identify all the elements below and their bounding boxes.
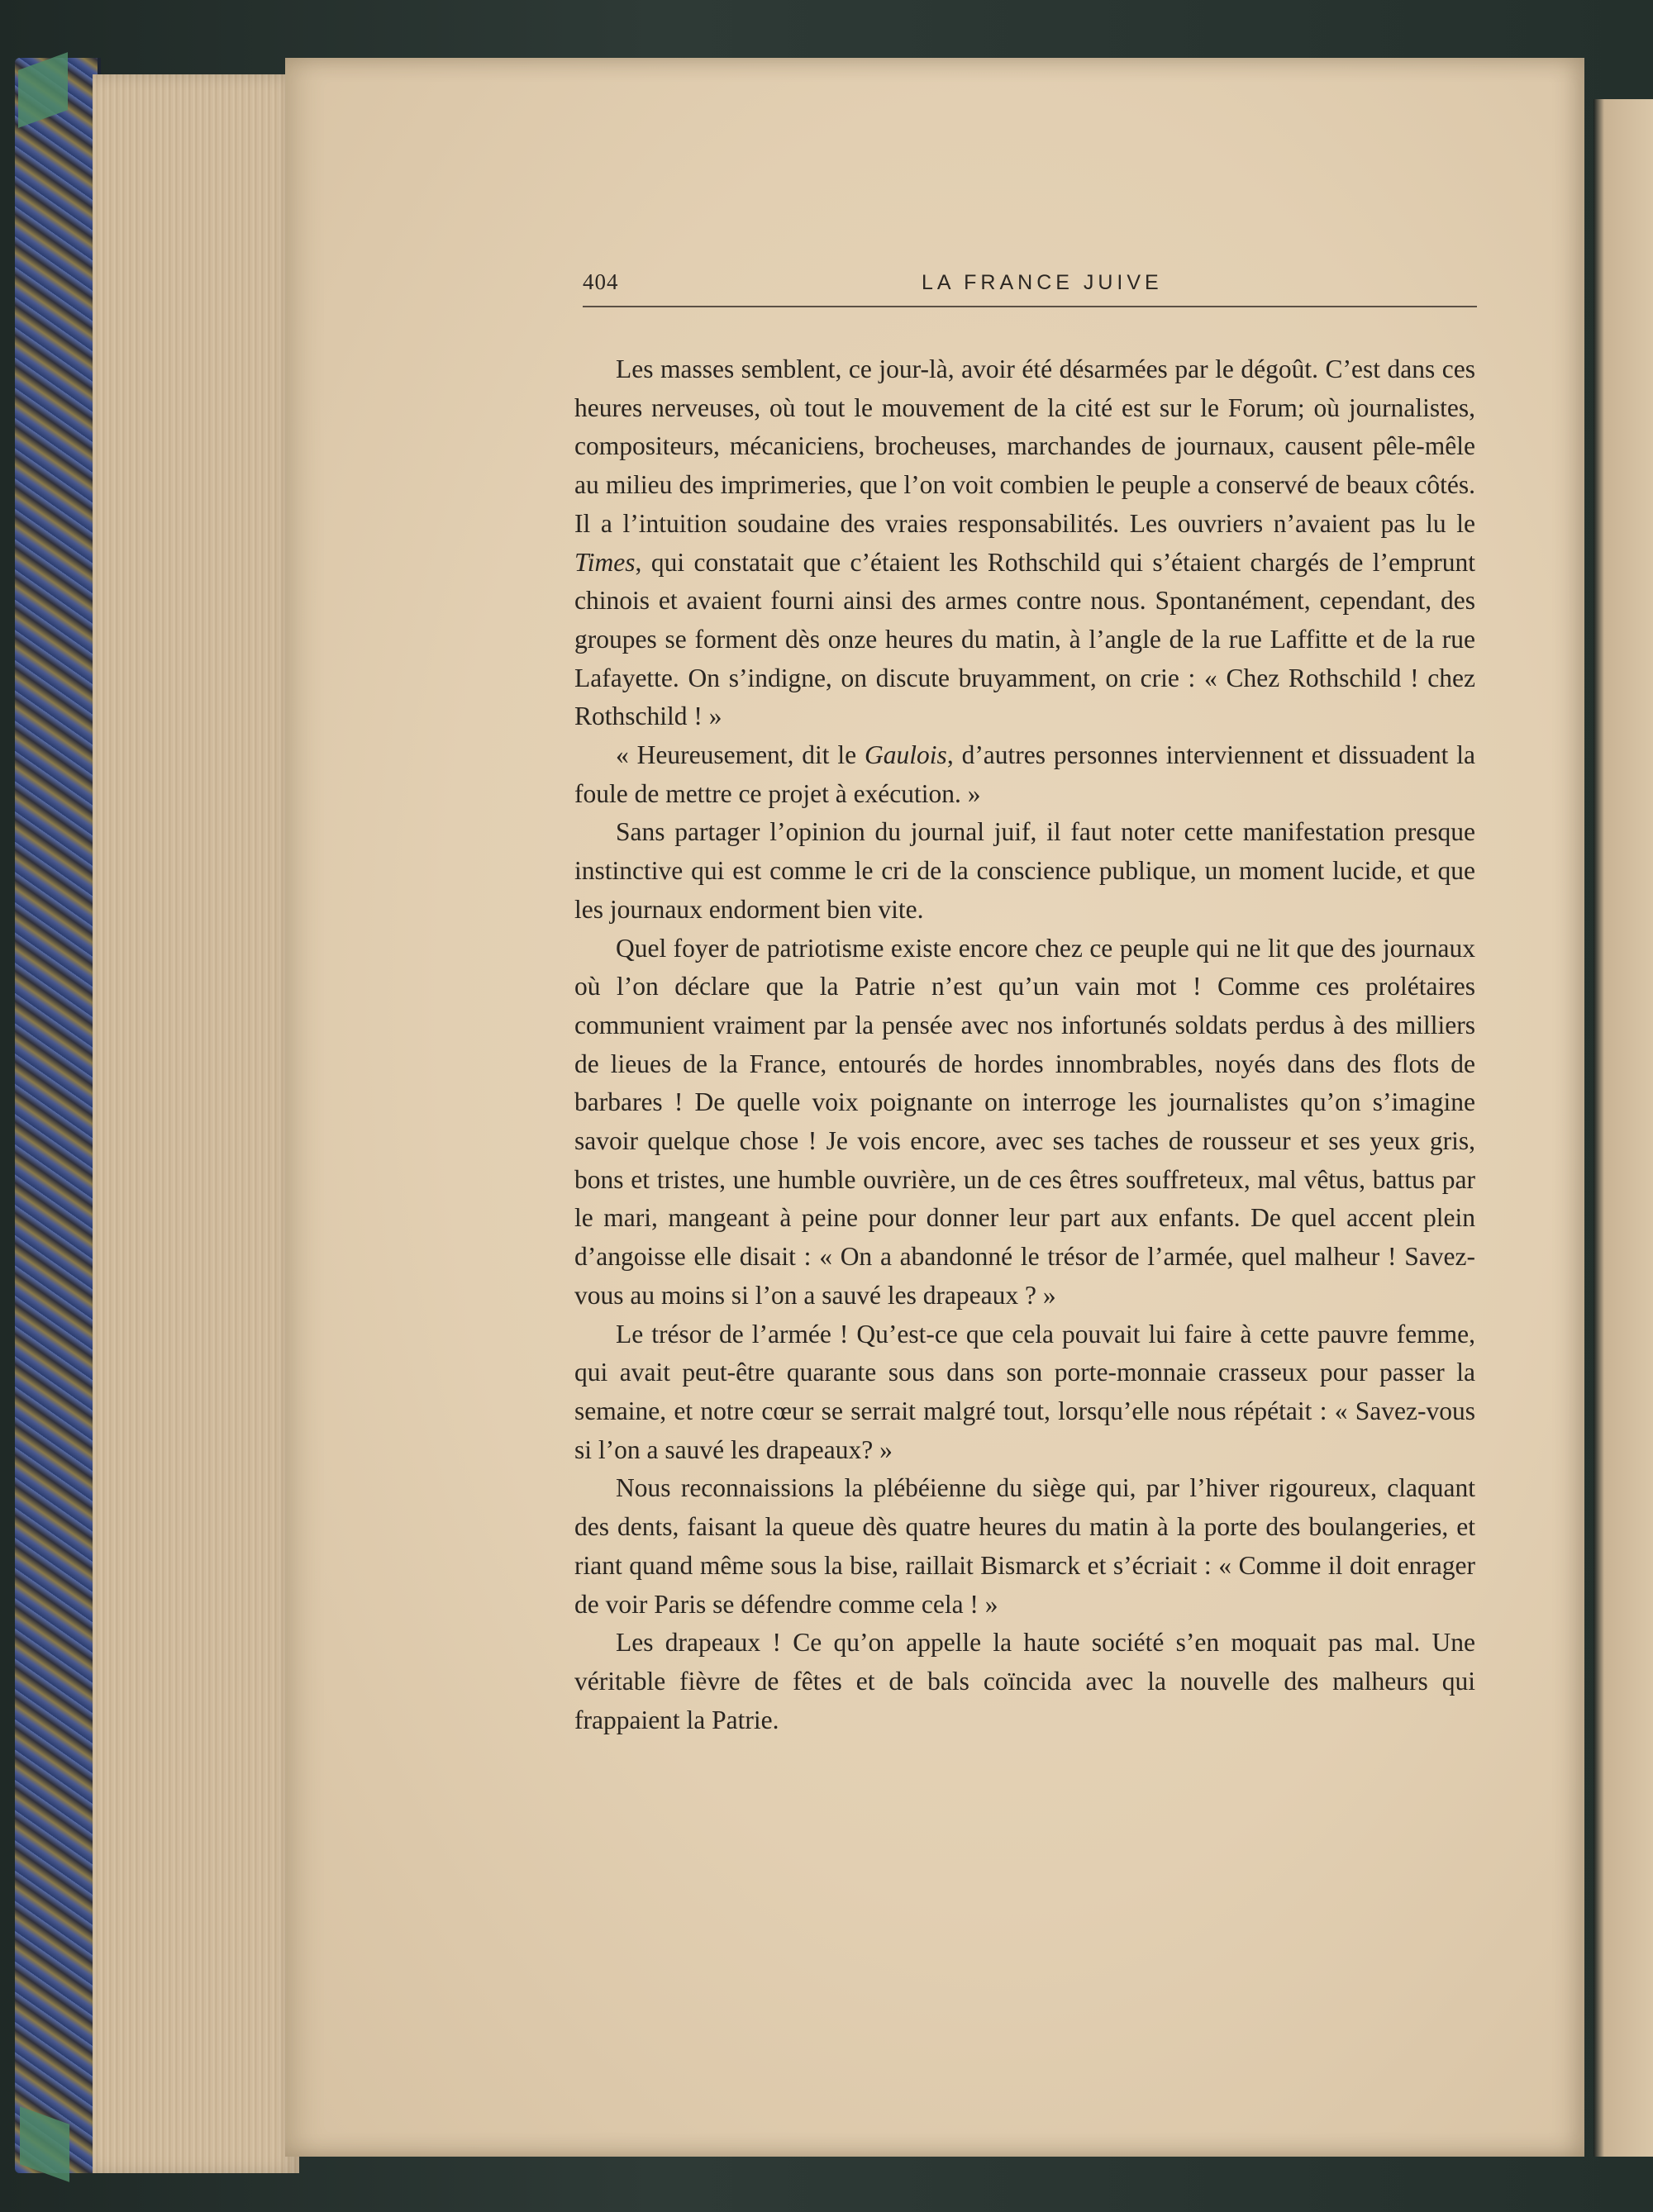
paragraph-text: , d’autres personnes interviennent et dissuadent la foule de mettre ce projet à exécution. » (574, 740, 1475, 808)
page-block-edges (93, 74, 299, 2173)
page-header (583, 266, 1477, 307)
facing-page-edge (1593, 99, 1653, 2157)
paragraph (574, 930, 1475, 1315)
paragraph-text: Nous reconnaissions la plébéienne du siège qui, par l’hiver rigoureux, claquant des dents, faisant la queue dès quatre heures du matin à la porte des boulangeries, et riant quand même sous la bise, raillait Bismarck et s’écriait : « Comme il doit enrager de voir Paris se défendre comme cela ! » (574, 1473, 1475, 1619)
italic-title: Gaulois (865, 740, 947, 770)
paragraph-text: Sans partager l’opinion du journal juif, il faut noter cette manifestation presque instinctive qui est comme le cri de la conscience publique, un moment lucide, et que les journaux endorment bien vite. (574, 817, 1475, 924)
running-head: LA FRANCE JUIVE (922, 271, 1163, 294)
italic-title: Times (574, 547, 636, 577)
paragraph-text: , qui constatait que c’étaient les Rothschild qui s’étaient chargés de l’emprunt chinois et avaient fourni ainsi des armes contre nous. Spontanément, cependant, des groupes se forment dès onze heures du matin, à l’angle de la rue Laffitte et de la rue Lafayette. On s’indigne, on discute bruyamment, on crie : « Chez Rothschild ! chez Rothschild ! » (574, 547, 1475, 731)
paragraph (574, 813, 1475, 929)
paragraph-text: « Heureusement, dit le (616, 740, 865, 770)
paragraph (574, 1315, 1475, 1470)
paragraph (574, 736, 1475, 813)
paragraph (574, 1624, 1475, 1739)
paragraph-text: Les drapeaux ! Ce qu’on appelle la haute société s’en moquait pas mal. Une véritable fièvre de fêtes et de bals coïncida avec la nouvelle des malheurs qui frappaient la Patrie. (574, 1628, 1475, 1734)
paragraph (574, 350, 1475, 736)
marbled-book-cover (15, 58, 101, 2173)
paragraph-text: Quel foyer de patriotisme existe encore chez ce peuple qui ne lit que des journaux où l’on déclare que la Patrie n’est qu’un vain mot ! Comme ces prolétaires communient vraiment par la pensée avec nos infortunés soldats perdus à des milliers de lieues de la France, entourés de hordes innombrables, noyés dans des flots de barbares ! De quelle voix poignante on interroge les journalistes qu’on s’imagine savoir quelque chose ! Je vois encore, avec ses taches de rousseur et ses yeux gris, bons et tristes, une humble ouvrière, un de ces êtres souffreteux, mal vêtus, battus par le mari, mangeant à peine pour donner leur part aux enfants. De quel accent plein d’angoisse elle disait : « On a abandonné le trésor de l’armée, quel malheur ! Savez-vous au moins si l’on a sauvé les drapeaux ? » (574, 933, 1475, 1310)
paragraph-text: Le trésor de l’armée ! Qu’est-ce que cela pouvait lui faire à cette pauvre femme, qui avait peut-être quarante sous dans son porte-monnaie crasseux pour passer la semaine, et notre cœur se serrait malgré tout, lorsqu’elle nous répétait : « Savez-vous si l’on a sauvé les drapeaux? » (574, 1319, 1475, 1464)
paragraph (574, 1469, 1475, 1624)
body-text (574, 350, 1475, 1739)
page-number: 404 (583, 269, 619, 294)
paragraph-text: Les masses semblent, ce jour-là, avoir été désarmées par le dégoût. C’est dans ces heures nerveuses, où tout le mouvement de la cité est sur le Forum; où journalistes, compositeurs, mécaniciens, brocheuses, marchandes de journaux, causent pêle-mêle au milieu des imprimeries, que l’on voit combien le peuple a conservé de beaux côtés. Il a l’intuition soudaine des vraies responsabilités. Les ouvriers n’avaient pas lu le (574, 354, 1475, 538)
